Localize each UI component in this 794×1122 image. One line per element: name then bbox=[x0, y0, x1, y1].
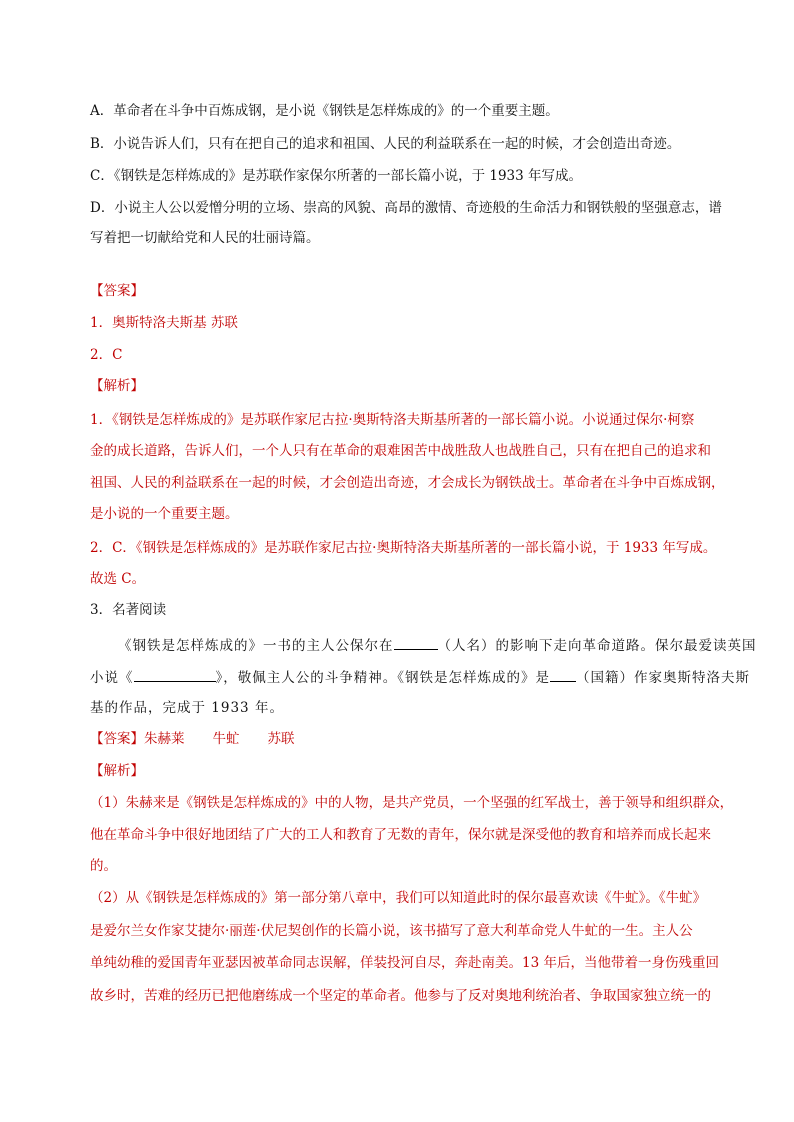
analysis-line: 单纯幼稚的爱国青年亚瑟因被革命同志误解，佯装投河自尽，奔赴南美。13 年后，当他带着一身伤残重回 bbox=[90, 955, 719, 971]
answer-value: 牛虻 bbox=[212, 731, 240, 747]
question-paragraph-line: 基的作品，完成于 1933 年。 bbox=[90, 700, 284, 716]
analysis-line: 他在革命斗争中很好地团结了广大的工人和教育了无数的青年，保尔就是深受他的教育和培养而成长起来 bbox=[90, 827, 711, 843]
question-paragraph-line bbox=[90, 667, 750, 688]
answer-heading: 【答案】 bbox=[90, 731, 144, 747]
answer-item-1: 1．奥斯特洛夫斯基 苏联 bbox=[90, 315, 238, 331]
analysis-heading: 【解析】 bbox=[90, 378, 144, 394]
analysis-line: （1）朱赫来是《钢铁是怎样炼成的》中的人物，是共产党员，一个坚强的红军战士，善于领导和组织群众， bbox=[90, 795, 734, 811]
blank-field[interactable] bbox=[134, 667, 216, 682]
analysis-line: 金的成长道路，告诉人们，一个人只有在革命的艰难困苦中战胜敌人也战胜自己，只有在把自己的追求和 bbox=[90, 443, 711, 459]
analysis-line: 故选 C。 bbox=[90, 571, 146, 587]
answer-value: 苏联 bbox=[267, 731, 295, 747]
blank-field[interactable] bbox=[394, 635, 438, 650]
option-b: B．小说告诉人们，只有在把自己的追求和祖国、人民的利益联系在一起的时候，才会创造出奇迹。 bbox=[90, 136, 681, 152]
answer-heading: 【答案】 bbox=[90, 283, 144, 299]
analysis-line: 是爱尔兰女作家艾捷尔·丽莲·伏尼契创作的长篇小说，该书描写了意大利革命党人牛虻的一生。主人公 bbox=[90, 923, 693, 939]
answer-value: 朱赫莱 bbox=[144, 731, 185, 747]
option-a: A．革命者在斗争中百炼成钢，是小说《钢铁是怎样炼成的》的一个重要主题。 bbox=[90, 103, 559, 119]
question-text: （国籍）作家奥斯特洛夫斯 bbox=[576, 670, 750, 686]
question-text: （人名）的影响下走向革命道路。保尔最爱读英国 bbox=[437, 638, 757, 654]
analysis-line: 1．《钢铁是怎样炼成的》是苏联作家尼古拉·奥斯特洛夫斯基所著的一部长篇小说。小说通过保尔·柯察 bbox=[90, 412, 695, 428]
analysis-line: 2．C．《钢铁是怎样炼成的》是苏联作家尼古拉·奥斯特洛夫斯基所著的一部长篇小说，于 1933 年写成。 bbox=[90, 540, 717, 556]
analysis-line: （2）从《钢铁是怎样炼成的》第一部分第八章中，我们可以知道此时的保尔最喜欢读《牛虻》。《牛虻》 bbox=[90, 890, 707, 906]
question-text: 《钢铁是怎样炼成的》一书的主人公保尔在 bbox=[118, 638, 394, 654]
option-d-line2: 写着把一切献给党和人民的壮丽诗篇。 bbox=[90, 230, 320, 246]
question-text: 》，敬佩主人公的斗争精神。《钢铁是怎样炼成的》是 bbox=[215, 670, 550, 686]
analysis-heading: 【解析】 bbox=[90, 763, 144, 779]
question-paragraph-line bbox=[118, 635, 757, 656]
option-d-line1: D．小说主人公以爱憎分明的立场、崇高的风貌、高昂的激情、奇迹般的生命活力和钢铁般的坚强意志，谱 bbox=[90, 200, 722, 216]
question-title: 3．名著阅读 bbox=[90, 602, 167, 618]
analysis-line: 的。 bbox=[90, 858, 117, 874]
option-c: C．《钢铁是怎样炼成的》是苏联作家保尔所著的一部长篇小说，于 1933 年写成。 bbox=[90, 168, 583, 184]
analysis-line: 故乡时，苦难的经历已把他磨练成一个坚定的革命者。他参与了反对奥地利统治者、争取国家独立统一的 bbox=[90, 988, 711, 1004]
analysis-line: 是小说的一个重要主题。 bbox=[90, 506, 239, 522]
answer-item-2: 2．C bbox=[90, 347, 123, 363]
analysis-line: 祖国、人民的利益联系在一起的时候，才会创造出奇迹，才会成长为钢铁战士。革命者在斗争中百炼成钢， bbox=[90, 475, 725, 491]
question-text: 小说《 bbox=[90, 670, 134, 686]
blank-field[interactable] bbox=[550, 667, 576, 682]
answer-block-3 bbox=[90, 729, 730, 749]
